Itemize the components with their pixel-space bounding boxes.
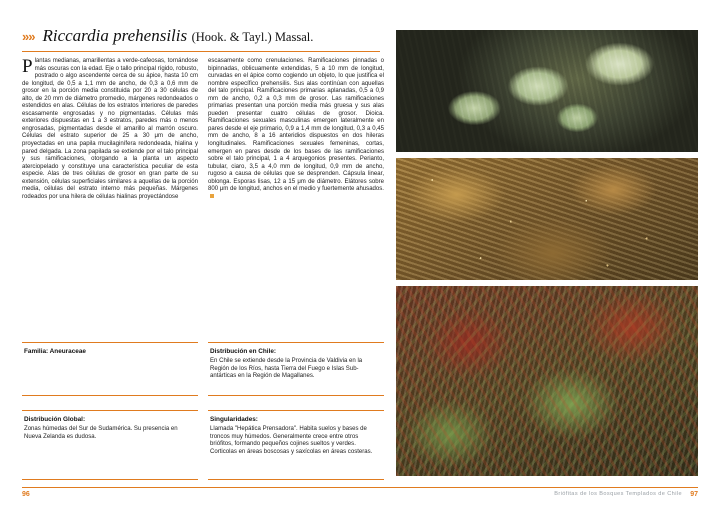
body-columns <box>22 58 384 201</box>
photo-brown-mat <box>396 158 698 280</box>
info-box-row-1 <box>22 342 384 396</box>
body-text-1: lantas medianas, amarillentas a verde-cafeosas, tornándose más oscuras con la edad. Eje o tallo principal rígido, robusto, postrado o algo ascendente cerca de su ápice, hasta 10 cm de longitud, de 0,5 a 1,1 mm de ancho, de 0,3 a 0,6 mm de grosor en la porción media constituida por 20 a 30 células de alto, de 20 mm de diámetro promedio, márgenes redondeados o estendidos en alas. Células de los estratos interiores de paredes escasamente engrosadas y no pigmentadas. Células más exteriores dispuestas en 1 a 3 estratos, paredes más o menos engrosadas, pigmentadas desde el amarillo al marrón oscuro. Células del estrato superior de 25 a 30 μm de ancho, proyectadas en una papila mucilaginífera redondeada, hialina y pared delgada. La zona papilada se extiende por el talo principal y sus ramificaciones, otorgando a la planta un aspecto aterciopelado y constituye una característica peculiar de esta especie. Alas de tres células de grosor en gran parte de su extensión, células superficiales similares a aquellas de la porción media, células del estrato interno más pequeñas. Márgenes rodeados por una hilera de células hialinas proyectándose <box>22 58 198 200</box>
photo-texture-overlay <box>396 30 698 152</box>
page-title <box>42 26 313 46</box>
running-footer-text: Briófitas de los Bosques Templados de Chile <box>554 491 682 497</box>
page-number-right: 97 <box>690 491 698 498</box>
title-divider <box>22 51 380 52</box>
body-column-1 <box>22 58 198 201</box>
distribution-chile-text: En Chile se extiende desde la Provincia de Valdivia en la Región de los Ríos, hasta Tierra del Fuego e Islas Sub-antárticas en la Región de Magallanes. <box>210 358 363 380</box>
family-box-title: Familia: Aneuraceae <box>24 348 86 355</box>
footer-divider <box>22 487 698 488</box>
distribution-chile-box <box>208 342 384 396</box>
info-box-gap <box>22 396 384 410</box>
species-name: Riccardia prehensilis <box>42 26 188 45</box>
photo-red-green-colony <box>396 286 698 476</box>
singularities-text: Llamada "Hepática Prensadora". Habita suelos y bases de troncos muy húmedos. Generalmente crece entre otros briófitos, formando pequeños cojines sueltos y verdes. Corticolas en áreas boscosas y saxícolas en áreas costeras. <box>210 426 373 455</box>
chevron-right-icon: »» <box>22 29 35 44</box>
end-mark-icon <box>210 194 214 198</box>
distribution-global-title: Distribución Global: <box>24 416 86 423</box>
distribution-global-text: Zonas húmedas del Sur de Sudamérica. Su presencia en Nueva Zelanda es dudosa. <box>24 426 178 440</box>
drop-cap: P <box>22 56 33 77</box>
species-title-row <box>22 26 392 46</box>
page-number-left: 96 <box>22 491 30 498</box>
photo-red-green-colony-image <box>396 286 698 476</box>
photo-speckle-overlay <box>396 158 698 280</box>
info-boxes <box>22 342 384 480</box>
photo-thallus-fans <box>396 30 698 152</box>
singularities-box <box>208 410 384 480</box>
distribution-global-box <box>22 410 198 480</box>
photo-brown-mat-image <box>396 158 698 280</box>
species-authority: (Hook. & Tayl.) Massal. <box>191 30 314 44</box>
info-box-row-2 <box>22 410 384 480</box>
photo-thallus-fans-image <box>396 30 698 152</box>
body-column-2 <box>208 58 384 201</box>
singularities-title: Singularidades: <box>210 416 258 423</box>
photo-blade-overlay <box>396 286 698 476</box>
distribution-chile-title: Distribución en Chile: <box>210 348 277 355</box>
body-text-2: escasamente como crenulaciones. Ramificaciones pinnadas o bipinnadas, oblicuamente extendidas, 5 a 10 mm de longitud, curvadas en el ápice como cogiendo un objeto, lo que justifica el nombre específico prehensilis. Sus alas contínúan con aquellas del talo principal. Ramificaciones primarias aplanadas, 0,5 a 0,9 mm de ancho, 0,2 a 0,3 mm de grosor. Las ramificaciones primarias presentan una porción media más gruesa y sus alas pueden presentar cuatro células de grosor. Dioica. Ramificaciones sexuales masculinas emergen lateralmente en pares desde el eje primario, 0,9 a 1,4 mm de longitud, 0,3 a 0,45 mm de ancho, 8 a 16 anteridios dispuestos en dos hileras longitudinales. Ramificaciones sexuales femeninas, cortas, emergen en pares desde de los bases de las ramificaciones sobre el talo principal, 1 a 4 arquegonios presentes. Perianto, tubular, ciaro, 3,5 a 4,0 mm de longitud, 0,9 mm de ancho, rugoso a causa de células que se desprenden. Cápsula linear, oblonga. Esporas lisas, 12 a 15 μm de diámetro. Elátores sobre 800 μm de longitud, anchos en el medio y fuertemente ahusados. <box>208 58 384 193</box>
family-box <box>22 342 198 396</box>
